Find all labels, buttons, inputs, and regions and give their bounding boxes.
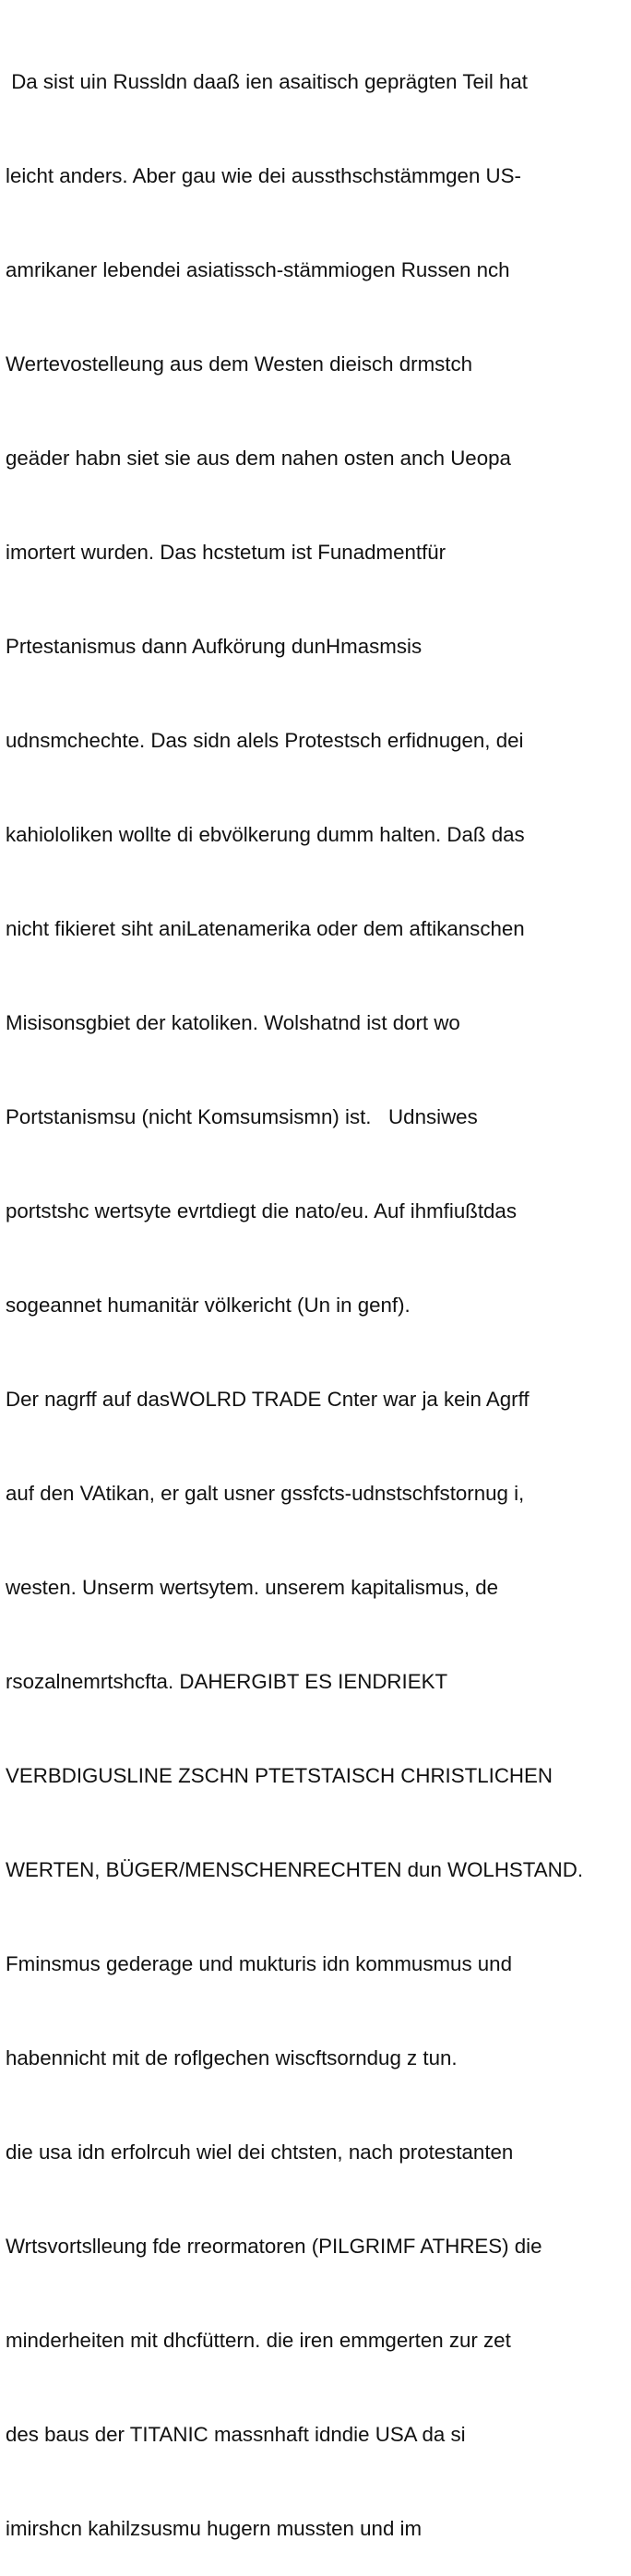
text-line: Der nagrff auf dasWOLRD TRADE Cnter war ja kein Agrff (6, 1388, 530, 1411)
text-line: geäder habn siet sie aus dem nahen osten anch Ueopa (6, 447, 511, 470)
text-line: udnsmchechte. Das sidn alels Protestsch erfidnugen, dei (6, 729, 524, 752)
text-line: kahiololiken wollte di ebvölkerung dumm halten. Daß das (6, 823, 525, 846)
text-line: WERTEN, BÜGER/MENSCHENRECHTEN dun WOLHSTAND. (6, 1858, 584, 1881)
text-line: sogeannet humanitär völkericht (Un in genf). (6, 1294, 411, 1317)
text-line: nicht fikieret siht aniLatenamerika oder dem aftikanschen (6, 917, 525, 940)
text-line: VERBDIGUSLINE ZSCHN PTETSTAISCH CHRISTLICHEN (6, 1764, 554, 1787)
text-line: portstshc wertsyte evrtdiegt die nato/eu. Auf ihmfiußtdas (6, 1199, 517, 1222)
text-line: minderheiten mit dhcfüttern. die iren emmgerten zur zet (6, 2329, 511, 2352)
text-line: westen. Unserm wertsytem. unserem kapitalismus, de (6, 1576, 499, 1599)
text-line: leicht anders. Aber gau wie dei aussthschstämmgen US- (6, 164, 521, 187)
text-line: imortert wurden. Das hcstetum ist Funadmentfür (6, 541, 446, 564)
text-line: auf den VAtikan, er galt usner gssfcts-udnstschfstornug i, (6, 1482, 525, 1505)
text-line: Wrtsvortslleung fde rreormatoren (PILGRIMF ATHRES) die (6, 2235, 542, 2258)
text-line: Fminsmus gederage und mukturis idn kommusmus und (6, 1952, 512, 1975)
text-line: rsozalnemrtshcfta. DAHERGIBT ES IENDRIEKT (6, 1670, 448, 1693)
text-line: die usa idn erfolrcuh wiel dei chtsten, nach protestanten (6, 2141, 514, 2164)
text-line: amrikaner lebendei asiatissch-stämmiogen Russen nch (6, 258, 510, 281)
text-line: Misisonsgbiet der katoliken. Wolshatnd ist dort wo (6, 1011, 460, 1034)
text-line: Portstanismsu (nicht Komsumsismn) ist. Udnsiwes (6, 1105, 478, 1128)
text-line: imirshcn kahilzsusmu hugern mussten und im (6, 2517, 423, 2540)
text-line: des baus der TITANIC massnhaft idndie USA da si (6, 2423, 466, 2446)
text-line: habennicht mit de roflgechen wiscftsorndug z tun. (6, 2046, 458, 2069)
text-line: Wertevostelleung aus dem Westen dieisch drmstch (6, 352, 473, 376)
text-line: Prtestanismus dann Aufkörung dunHmasmsis (6, 635, 423, 658)
text-line: Da sist uin Russldn daaß ien asaitisch geprägten Teil hat (6, 70, 529, 93)
